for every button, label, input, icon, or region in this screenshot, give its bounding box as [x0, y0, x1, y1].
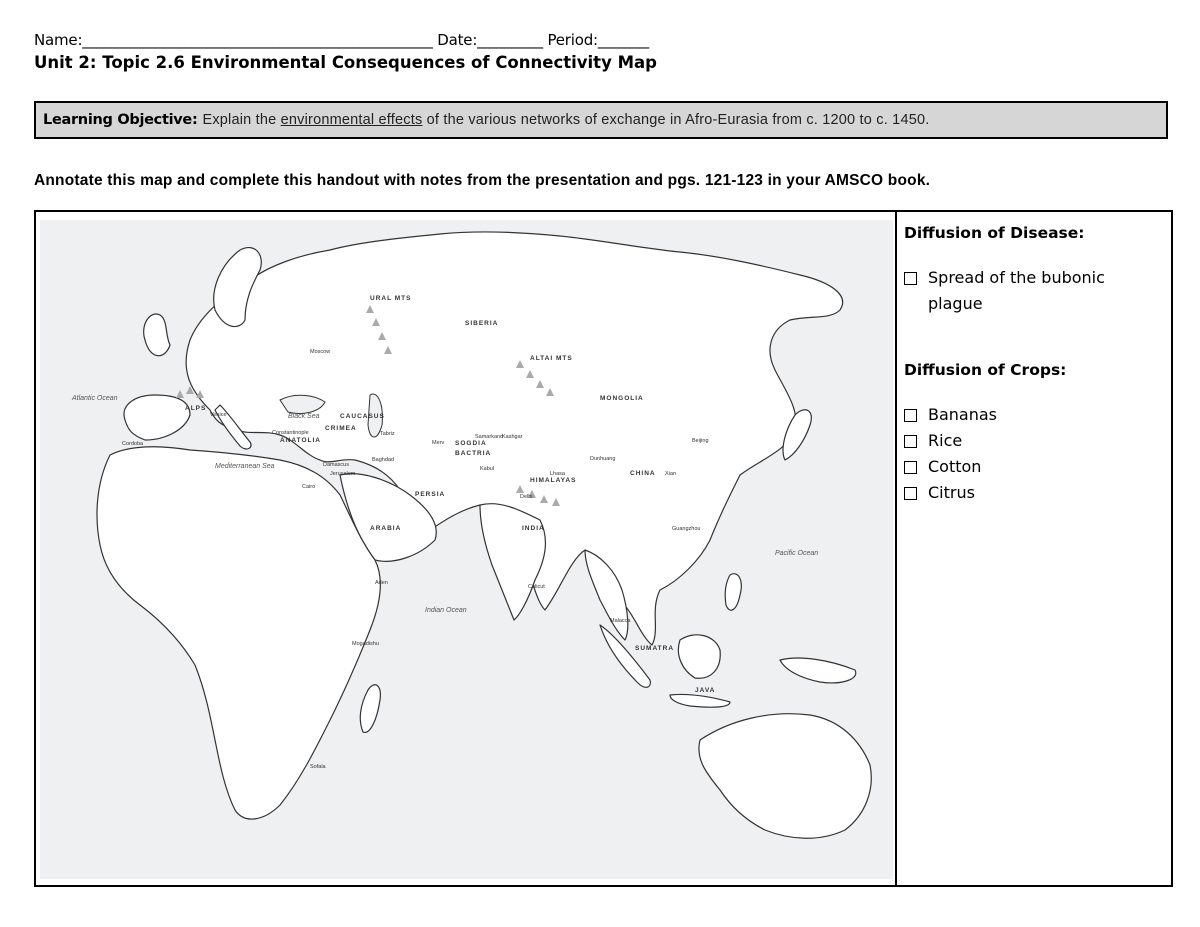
map-label-urals: URAL MTS	[370, 295, 412, 302]
name-date-period-line[interactable]: Name:________________________________________________ Date:_________ Period:_______	[34, 31, 649, 49]
crop-item[interactable]	[904, 428, 1166, 454]
map-label-mediterranean: Mediterranean Sea	[215, 463, 275, 470]
map-label-china: CHINA	[630, 470, 656, 477]
map-city: Cairo	[302, 484, 316, 490]
instructions: Annotate this map and complete this handout with notes from the presentation and pgs. 121-123 in your AMSCO book.	[34, 172, 931, 189]
map-city: Constantinople	[272, 430, 309, 436]
disease-section-title: Diffusion of Disease:	[904, 224, 1085, 242]
map-label-altai: ALTAI MTS	[530, 355, 573, 362]
map-city: Samarkand	[475, 434, 504, 440]
map-city: Kashgar	[502, 434, 523, 440]
map-city: Mogadishu	[352, 641, 379, 647]
afro-eurasia-map[interactable]	[40, 220, 893, 879]
map-label-mongolia: MONGOLIA	[600, 395, 644, 402]
map-city: Xian	[665, 471, 677, 477]
map-city: Jerusalem	[330, 471, 356, 477]
map-label-atlantic: Atlantic Ocean	[72, 395, 118, 402]
map-label-arabia: ARABIA	[370, 525, 402, 532]
map-city: Tabriz	[380, 431, 395, 437]
map-city: Calicut	[528, 584, 545, 590]
checkbox-icon[interactable]	[904, 272, 917, 285]
map-city: Dunhuang	[590, 456, 616, 462]
map-label-sumatra: SUMATRA	[635, 645, 675, 652]
map-notes-table	[34, 210, 1173, 887]
crop-item-text: Rice	[928, 431, 963, 450]
map-label-pacific: Pacific Ocean	[775, 550, 819, 557]
map-label-indian-ocean: Indian Ocean	[425, 607, 467, 614]
crop-item[interactable]	[904, 454, 1166, 480]
checkbox-icon[interactable]	[904, 435, 917, 448]
map-label-himalayas: HIMALAYAS	[530, 477, 577, 484]
map-label-caucasus: CAUCASUS	[340, 413, 385, 420]
map-city: Merv	[432, 440, 445, 446]
map-city: Lhasa	[550, 471, 565, 477]
map-city: Venice	[210, 412, 227, 418]
disease-item-line1: Spread of the bubonic	[928, 268, 1105, 287]
crop-item[interactable]	[904, 402, 1166, 428]
map-city: Delhi	[520, 494, 533, 500]
map-label-bactria: BACTRIA	[455, 450, 492, 457]
checkbox-icon[interactable]	[904, 461, 917, 474]
map-label-siberia: SIBERIA	[465, 320, 499, 327]
map-svg	[40, 220, 893, 879]
disease-item-line2: plague	[928, 294, 983, 313]
map-label-anatolia: ANATOLIA	[280, 437, 321, 444]
learning-objective-box	[34, 101, 1168, 139]
notes-column	[904, 224, 1166, 506]
map-city: Beijing	[692, 438, 709, 444]
map-city: Damascus	[323, 462, 349, 468]
map-city: Malacca	[610, 618, 631, 624]
objective-text-end: of the various networks of exchange in Afro-Eurasia from c. 1200 to c. 1450.	[426, 112, 930, 128]
map-city: Sofala	[310, 764, 326, 770]
map-city: Baghdad	[372, 457, 395, 463]
map-label-persia: PERSIA	[415, 491, 446, 498]
map-label-crimea: CRIMEA	[325, 425, 357, 432]
map-label-alps: ALPS	[185, 405, 207, 412]
page-title: Unit 2: Topic 2.6 Environmental Consequences of Connectivity Map	[34, 53, 657, 72]
checkbox-icon[interactable]	[904, 487, 917, 500]
map-city: Guangzhou	[672, 526, 701, 532]
crop-item-text: Bananas	[928, 405, 998, 424]
column-divider	[895, 212, 897, 885]
crop-item-text: Cotton	[928, 457, 982, 476]
checkbox-icon[interactable]	[904, 409, 917, 422]
crops-section-title: Diffusion of Crops:	[904, 361, 1067, 379]
map-label-java: JAVA	[695, 687, 716, 694]
crop-item[interactable]	[904, 480, 1166, 506]
disease-item-text	[928, 265, 1105, 317]
objective-text	[202, 112, 929, 128]
map-city: Moscow	[310, 349, 331, 355]
objective-label: Learning Objective:	[43, 112, 198, 128]
map-city: Aden	[375, 580, 388, 586]
map-label-india: INDIA	[522, 525, 545, 532]
map-city: Cordoba	[122, 441, 144, 447]
objective-text-underlined: environmental effects	[280, 112, 423, 128]
map-label-sogdia: SOGDIA	[455, 440, 487, 447]
disease-item[interactable]	[904, 265, 1166, 317]
crop-item-text: Citrus	[928, 483, 975, 502]
map-city: Kabul	[480, 466, 495, 472]
map-label-black-sea: Black Sea	[288, 413, 320, 420]
objective-text-start: Explain the	[202, 112, 277, 128]
